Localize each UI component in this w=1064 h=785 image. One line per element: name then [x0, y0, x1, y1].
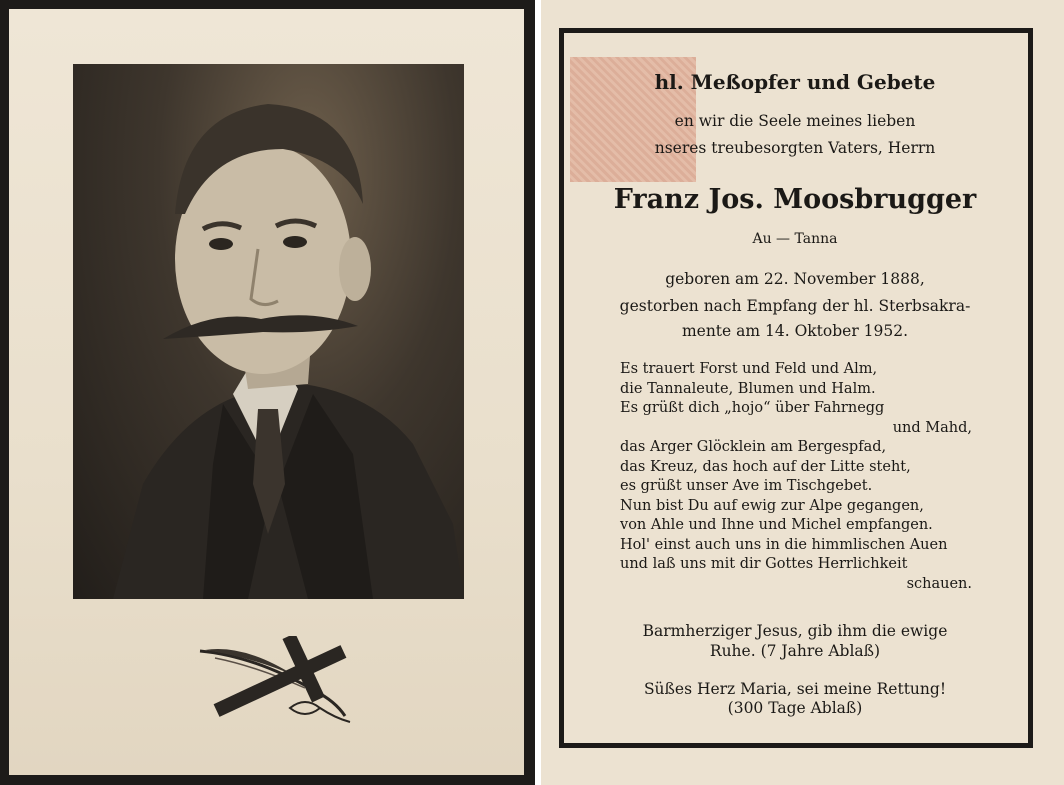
poem-line: von Ahle und Ihne und Michel empfangen. [620, 517, 933, 533]
death-line-1: gestorben nach Empfang der hl. Sterbsakra- [619, 297, 971, 315]
prayer-1-line-2: Ruhe. (7 Jahre Ablaß) [709, 642, 881, 660]
poem-line: Es grüßt dich „hojo“ über Fahrnegg [620, 400, 885, 416]
cross-with-palm-icon [195, 636, 365, 726]
poem-line: und Mahd, [892, 419, 972, 436]
heading: hl. Meßopfer und Gebete [654, 70, 936, 94]
poem-line: die Tannaleute, Blumen und Halm. [620, 380, 876, 397]
deceased-name: Franz Jos. Moosbrugger [613, 184, 977, 215]
prayer-2-line-2: (300 Tage Ablaß) [727, 699, 863, 717]
poem-line: Es trauert Forst und Feld und Alm, [620, 361, 878, 377]
memorial-poem [620, 360, 980, 594]
place-of-residence: Au — Tanna [752, 231, 838, 247]
prayer-1-line-1: Barmherziger Jesus, gib ihm die ewige [642, 622, 948, 640]
poem-line: Nun bist Du auf ewig zur Alpe gegangen, [620, 497, 924, 514]
poem-line: es grüßt unser Ave im Tischgebet. [620, 478, 873, 494]
death-line-2: mente am 14. Oktober 1952. [681, 322, 909, 340]
birth-date: geboren am 22. November 1888, [665, 270, 925, 288]
portrait-photo [73, 64, 464, 599]
portrait-illustration [73, 64, 464, 599]
poem-line: das Kreuz, das hoch auf der Litte steht, [620, 458, 911, 475]
poem-line: Hol' einst auch uns in die himmlischen Auen [620, 536, 948, 553]
poem-line: das Arger Glöcklein am Bergespfad, [620, 439, 887, 455]
intro-line-1: en wir die Seele meines lieben [674, 112, 916, 130]
intro-line-2: nseres treubesorgten Vaters, Herrn [654, 139, 936, 157]
poem-line: schauen. [906, 575, 972, 592]
prayer-2-line-1: Süßes Herz Maria, sei meine Rettung! [643, 680, 947, 698]
poem-line: und laß uns mit dir Gottes Herrlichkeit [620, 556, 908, 572]
